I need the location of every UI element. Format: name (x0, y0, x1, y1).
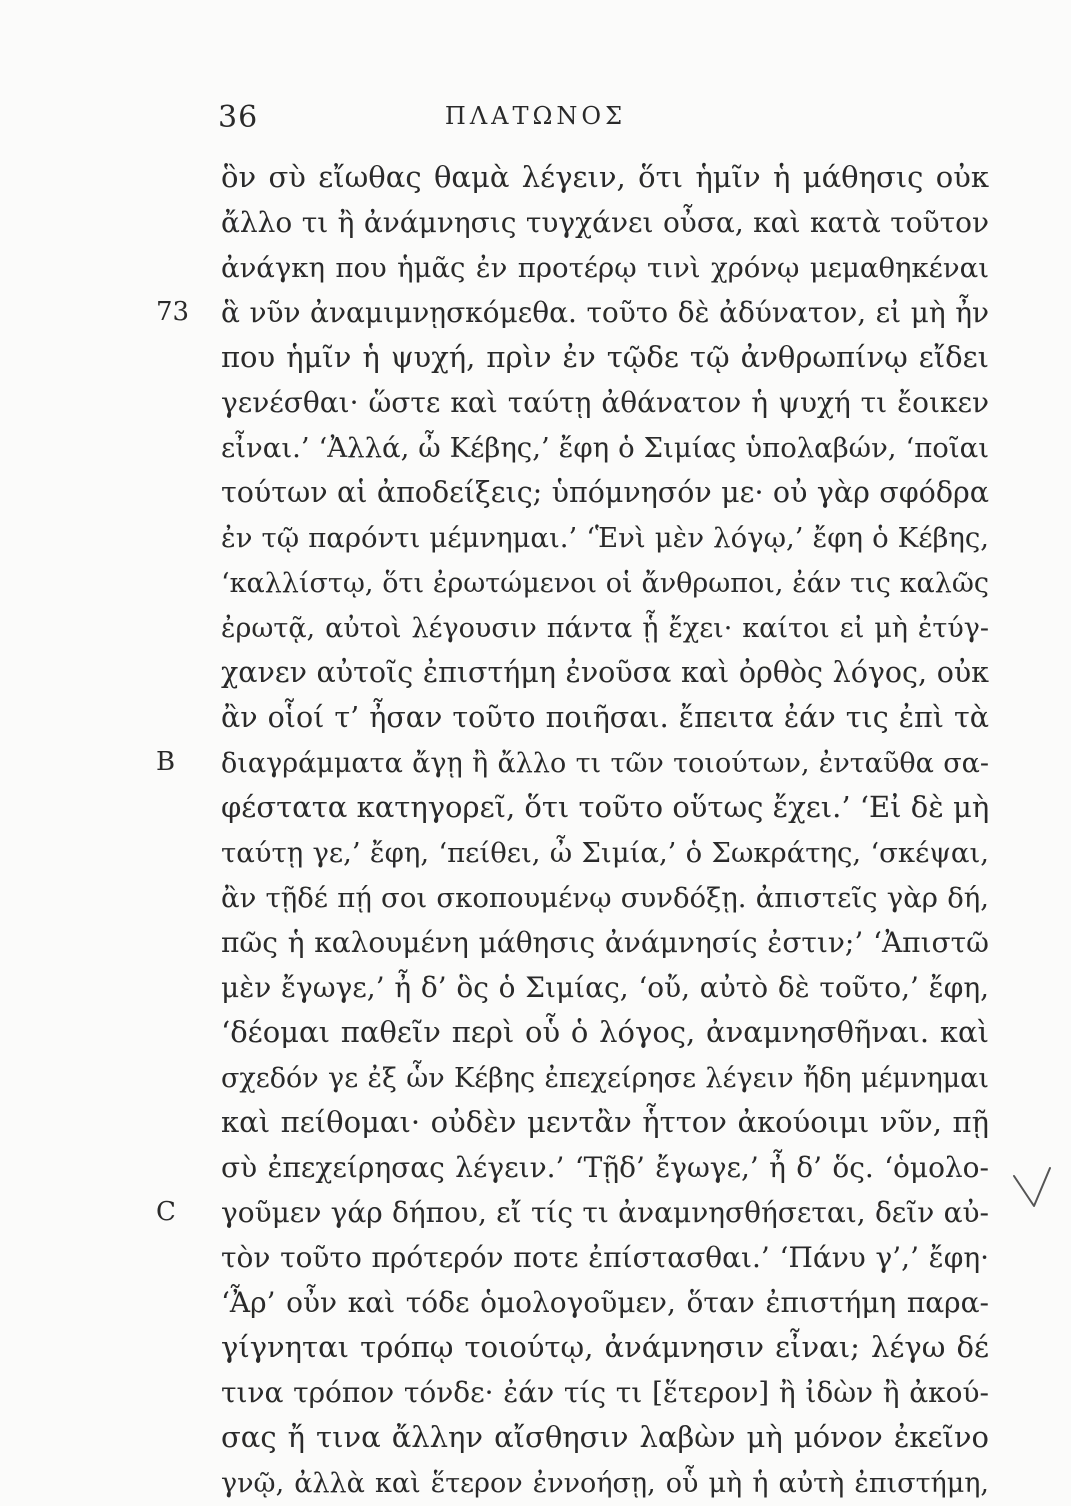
text-line (221, 200, 989, 245)
line-text: σας ἤ τινα ἄλλην αἴσθησιν λαβὼν μὴ μόνον ἐκεῖνο (221, 1420, 989, 1454)
text-line (221, 785, 989, 830)
line-text: φέστατα κατηγορεῖ, ὅτι τοῦτο οὕτως ἔχει.’ ‘Εἰ δὲ μὴ (221, 790, 990, 824)
text-line (221, 470, 989, 515)
line-text: ὃν σὺ εἴωθας θαμὰ λέγειν, ὅτι ἡμῖν ἡ μάθησις οὐκ (221, 160, 989, 194)
line-text: ταύτῃ γε,’ ἔφη, ‘πείθει, ὦ Σιμία,’ ὁ Σωκράτης, ‘σκέψαι, (221, 837, 989, 869)
text-line (221, 425, 989, 470)
handwritten-check-mark (1010, 1162, 1070, 1218)
line-text: ἄλλο τι ἢ ἀνάμνησις τυγχάνει οὖσα, καὶ κατὰ τοῦτον (221, 206, 989, 239)
line-text: εἶναι.’ ‘Ἀλλά, ὦ Κέβης,’ ἔφη ὁ Σιμίας ὑπολαβών, ‘ποῖαι (221, 432, 989, 464)
margin-reference: 73 (156, 297, 190, 327)
line-text: τὸν τοῦτο πρότερόν ποτε ἐπίστασθαι.’ ‘Πάνυ γ’,’ ἔφη· (221, 1241, 989, 1274)
text-line (221, 155, 989, 200)
text-line (221, 1415, 989, 1460)
text-line (221, 1325, 989, 1370)
text-line (221, 830, 989, 875)
text-line (221, 1100, 989, 1145)
line-text: γοῦμεν γάρ δήπου, εἴ τίς τι ἀναμνησθήσεται, δεῖν αὐ- (221, 1196, 989, 1229)
text-line (221, 920, 989, 965)
line-text: γνῷ, ἀλλὰ καὶ ἕτερον ἐννοήσῃ, οὗ μὴ ἡ αὐτὴ ἐπιστήμη, (221, 1468, 989, 1499)
text-line (221, 1235, 989, 1280)
line-text: τούτων αἱ ἀποδείξεις; ὑπόμνησόν με· οὐ γὰρ σφόδρα (221, 476, 989, 509)
margin-reference: B (156, 747, 176, 777)
margin-reference: C (156, 1197, 176, 1227)
text-line (221, 965, 989, 1010)
text-line (221, 650, 989, 695)
line-text: ‘Ἆρ’ οὖν καὶ τόδε ὁμολογοῦμεν, ὅταν ἐπιστήμη παρα- (221, 1286, 989, 1319)
text-line (221, 245, 989, 290)
line-text: ἃ νῦν ἀναμιμνῃσκόμεθα. τοῦτο δὲ ἀδύνατον, εἰ μὴ ἦν (221, 296, 989, 329)
page-number: 36 (218, 100, 259, 135)
text-line (221, 560, 989, 605)
text-line (221, 605, 989, 650)
line-text: τινα τρόπον τόνδε· ἐάν τίς τι [ἕτερον] ἢ ἰδὼν ἢ ἀκού- (221, 1376, 989, 1409)
line-text: σχεδόν γε ἐξ ὧν Κέβης ἐπεχείρησε λέγειν ἤδη μέμνημαι (221, 1063, 989, 1094)
text-line (156, 740, 989, 785)
text-line (156, 1190, 989, 1235)
line-text: που ἡμῖν ἡ ψυχή, πρὶν ἐν τῷδε τῷ ἀνθρωπίνῳ εἴδει (221, 340, 989, 374)
text-line (221, 1010, 989, 1055)
line-text: ἀνάγκη που ἡμᾶς ἐν προτέρῳ τινὶ χρόνῳ μεμαθηκέναι (221, 252, 989, 284)
text-line (221, 515, 989, 560)
text-line (221, 1460, 989, 1505)
line-text: χανεν αὐτοῖς ἐπιστήμη ἐνοῦσα καὶ ὀρθὸς λόγος, οὐκ (221, 656, 989, 689)
text-body (156, 155, 990, 1505)
line-text: ‘δέομαι παθεῖν περὶ οὗ ὁ λόγος, ἀναμνησθῆναι. καὶ (221, 1015, 989, 1049)
running-title: ΠΛΑΤΩΝΟΣ (444, 102, 627, 130)
line-text: γενέσθαι· ὥστε καὶ ταύτῃ ἀθάνατον ἡ ψυχή τι ἔοικεν (221, 386, 989, 419)
text-line (221, 380, 989, 425)
line-text: πῶς ἡ καλουμένη μάθησις ἀνάμνησίς ἐστιν;’ ‘Ἀπιστῶ (221, 926, 989, 959)
line-text: ἂν οἷοί τ’ ἦσαν τοῦτο ποιῆσαι. ἔπειτα ἐάν τις ἐπὶ τὰ (221, 701, 989, 734)
text-line (221, 1370, 989, 1415)
line-text: σὺ ἐπεχείρησας λέγειν.’ ‘Τῇδ’ ἔγωγε,’ ἦ δ’ ὅς. ‘ὁμολο- (221, 1151, 989, 1184)
line-text: ἂν τῇδέ πῄ σοι σκοπουμένῳ συνδόξῃ. ἀπιστεῖς γὰρ δή, (221, 882, 989, 914)
text-line (221, 1280, 989, 1325)
line-text: διαγράμματα ἄγῃ ἢ ἄλλο τι τῶν τοιούτων, ἐνταῦθα σα- (221, 748, 989, 779)
line-text: καὶ πείθομαι· οὐδὲν μεντἂν ἧττον ἀκούοιμι νῦν, πῇ (221, 1105, 989, 1139)
text-line (221, 695, 989, 740)
line-text: μὲν ἔγωγε,’ ἦ δ’ ὃς ὁ Σιμίας, ‘οὔ, αὐτὸ δὲ τοῦτο,’ ἔφη, (221, 971, 989, 1004)
line-text: γίγνηται τρόπῳ τοιούτῳ, ἀνάμνησιν εἶναι; λέγω δέ (221, 1330, 989, 1364)
text-line (221, 335, 989, 380)
text-line (221, 1055, 989, 1100)
line-text: ἐρωτᾷ, αὐτοὶ λέγουσιν πάντα ᾗ ἔχει· καίτοι εἰ μὴ ἐτύγ- (221, 613, 989, 644)
line-text: ἐν τῷ παρόντι μέμνημαι.’ ‘Ἑνὶ μὲν λόγῳ,’ ἔφη ὁ Κέβης, (221, 522, 989, 554)
text-line (156, 290, 989, 335)
text-line (221, 1145, 989, 1190)
text-line (221, 875, 989, 920)
line-text: ‘καλλίστῳ, ὅτι ἐρωτώμενοι οἱ ἄνθρωποι, ἐάν τις καλῶς (221, 568, 989, 599)
